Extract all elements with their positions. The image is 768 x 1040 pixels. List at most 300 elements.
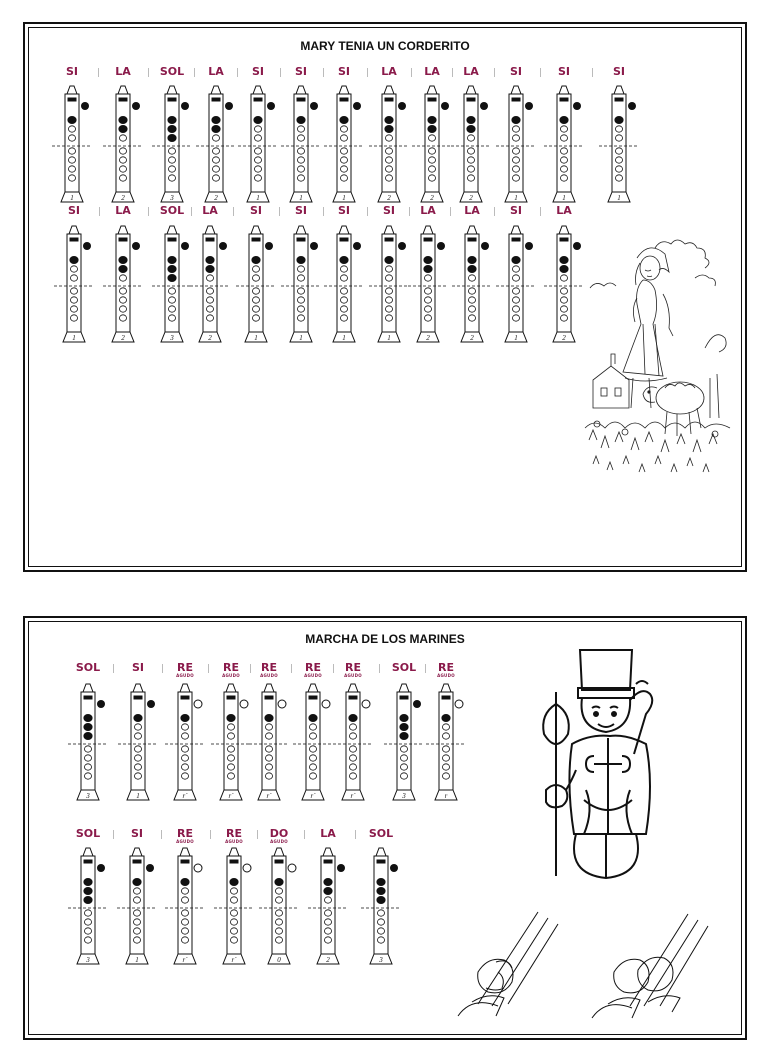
open-hole xyxy=(513,315,520,321)
closed-hole xyxy=(324,878,332,885)
open-hole xyxy=(513,297,520,303)
open-hole xyxy=(350,773,357,779)
finger-number: 2 xyxy=(387,194,391,202)
note-separator xyxy=(291,664,292,673)
closed-hole xyxy=(181,878,189,885)
finger-number: 2 xyxy=(426,334,430,342)
finger-number: 1 xyxy=(617,194,621,202)
note-sublabel: AGUDO xyxy=(304,673,322,678)
open-hole xyxy=(341,266,348,272)
open-hole xyxy=(266,764,273,770)
recorder-fingering-diagram xyxy=(52,84,92,208)
open-hole xyxy=(616,166,623,172)
open-hole xyxy=(207,306,214,312)
open-hole xyxy=(135,755,142,761)
closed-hole xyxy=(212,125,220,132)
open-hole xyxy=(513,148,520,154)
note-separator xyxy=(409,207,410,216)
closed-hole xyxy=(168,265,176,272)
open-hole xyxy=(513,157,520,163)
open-hole xyxy=(616,135,623,141)
thumb-hole xyxy=(398,242,406,250)
open-hole xyxy=(616,148,623,154)
open-hole xyxy=(276,937,283,943)
finger-number: 1 xyxy=(299,334,303,342)
open-hole xyxy=(135,746,142,752)
note-label: SOL xyxy=(159,204,185,217)
thumb-hole xyxy=(81,102,89,110)
thumb-hole xyxy=(441,102,449,110)
closed-hole xyxy=(442,714,450,721)
open-hole xyxy=(71,297,78,303)
song-title: MARY TENIA UN CORDERITO xyxy=(300,39,470,53)
open-hole xyxy=(310,773,317,779)
note-label: LA xyxy=(202,204,218,217)
note-label: LA xyxy=(420,204,436,217)
closed-hole xyxy=(424,256,432,263)
thumb-hole xyxy=(390,864,398,872)
finger-number: 1 xyxy=(342,334,346,342)
open-hole xyxy=(135,773,142,779)
finger-number: 1 xyxy=(514,334,518,342)
open-hole xyxy=(253,275,260,281)
song-title: MARCHA DE LOS MARINES xyxy=(305,632,465,646)
closed-hole xyxy=(275,878,283,885)
open-hole xyxy=(341,297,348,303)
open-hole xyxy=(468,175,475,181)
note-label: LA xyxy=(463,65,479,78)
note-separator xyxy=(161,830,162,839)
open-hole xyxy=(207,315,214,321)
open-hole xyxy=(513,275,520,281)
open-hole xyxy=(120,157,127,163)
open-hole xyxy=(561,148,568,154)
recorder-fingering-diagram xyxy=(308,846,348,970)
note-label: RE AGUDO xyxy=(163,662,207,678)
note-label: RE AGUDO xyxy=(247,662,291,678)
recorder-fingering-diagram xyxy=(361,846,401,970)
open-hole xyxy=(443,724,450,730)
open-hole xyxy=(386,275,393,281)
open-hole xyxy=(182,755,189,761)
note-separator xyxy=(367,68,368,77)
open-hole xyxy=(69,135,76,141)
note-separator xyxy=(592,68,593,77)
note-label: LA xyxy=(320,827,336,840)
open-hole xyxy=(425,315,432,321)
open-hole xyxy=(71,288,78,294)
thumb-hole xyxy=(83,242,91,250)
open-hole xyxy=(182,897,189,903)
open-hole xyxy=(468,135,475,141)
note-label: LA xyxy=(556,204,572,217)
finger-number: 2 xyxy=(469,194,473,202)
finger-number: 1 xyxy=(299,194,303,202)
closed-hole xyxy=(212,116,220,123)
open-hole xyxy=(469,275,476,281)
open-hole xyxy=(85,937,92,943)
closed-hole xyxy=(168,116,176,123)
open-hole xyxy=(255,148,262,154)
recorder-fingering-diagram xyxy=(599,84,639,208)
open-hole xyxy=(134,928,141,934)
recorder-fingering-diagram xyxy=(544,224,584,348)
open-hole xyxy=(69,126,76,132)
closed-hole xyxy=(512,256,520,263)
open-hole xyxy=(120,148,127,154)
note-label: SI xyxy=(65,65,78,78)
open-hole xyxy=(378,910,385,916)
open-hole xyxy=(213,166,220,172)
open-hole xyxy=(325,928,332,934)
open-hole xyxy=(429,157,436,163)
open-hole xyxy=(350,724,357,730)
open-hole xyxy=(182,888,189,894)
open-hole xyxy=(253,288,260,294)
open-hole xyxy=(513,306,520,312)
thumb-hole xyxy=(181,102,189,110)
note-separator xyxy=(208,664,209,673)
recorder-fingering-diagram xyxy=(412,84,452,208)
open-hole xyxy=(134,919,141,925)
recorder-fingering-diagram xyxy=(190,224,230,348)
note-separator xyxy=(250,664,251,673)
thumb-hole xyxy=(480,102,488,110)
open-hole xyxy=(298,297,305,303)
open-hole xyxy=(378,919,385,925)
note-sublabel: AGUDO xyxy=(225,839,243,844)
thumb-hole xyxy=(353,102,361,110)
recorder-fingering-diagram xyxy=(103,224,143,348)
closed-hole xyxy=(119,256,127,263)
open-hole xyxy=(85,764,92,770)
open-hole xyxy=(298,315,305,321)
finger-number: r´ xyxy=(182,956,188,964)
closed-hole xyxy=(428,125,436,132)
note-separator xyxy=(333,664,334,673)
note-label: SI xyxy=(249,204,262,217)
open-hole xyxy=(298,288,305,294)
open-hole xyxy=(513,266,520,272)
thumb-hole xyxy=(413,700,421,708)
open-hole xyxy=(561,166,568,172)
finger-number: 2 xyxy=(208,334,212,342)
closed-hole xyxy=(467,116,475,123)
open-hole xyxy=(341,175,348,181)
finger-number: 2 xyxy=(214,194,218,202)
closed-hole xyxy=(309,714,317,721)
thumb-hole xyxy=(288,864,296,872)
open-hole xyxy=(228,746,235,752)
open-hole xyxy=(134,888,141,894)
thumb-hole xyxy=(525,242,533,250)
closed-hole xyxy=(468,256,476,263)
note-separator xyxy=(304,830,305,839)
note-separator xyxy=(113,830,114,839)
closed-hole xyxy=(84,723,92,730)
open-hole xyxy=(401,755,408,761)
open-hole xyxy=(616,126,623,132)
note-label: SI xyxy=(382,204,395,217)
note-separator xyxy=(323,207,324,216)
open-hole xyxy=(120,297,127,303)
open-hole xyxy=(253,266,260,272)
closed-hole xyxy=(377,887,385,894)
open-hole xyxy=(386,315,393,321)
recorder-fingering-diagram xyxy=(369,224,409,348)
open-hole xyxy=(169,157,176,163)
finger-number: 3 xyxy=(379,956,383,964)
thumb-hole xyxy=(398,102,406,110)
open-hole xyxy=(169,175,176,181)
open-hole xyxy=(85,928,92,934)
thumb-hole xyxy=(219,242,227,250)
thumb-hole xyxy=(310,102,318,110)
finger-number: 2 xyxy=(430,194,434,202)
recorder-fingering-diagram xyxy=(324,84,364,208)
finger-number: 1 xyxy=(514,194,518,202)
closed-hole xyxy=(119,265,127,272)
open-hole xyxy=(513,166,520,172)
thumb-hole xyxy=(481,242,489,250)
recorder-fingering-diagram xyxy=(103,84,143,208)
closed-hole xyxy=(68,116,76,123)
closed-hole xyxy=(424,265,432,272)
open-hole xyxy=(182,937,189,943)
thumb-hole xyxy=(310,242,318,250)
note-sublabel: AGUDO xyxy=(222,673,240,678)
open-hole xyxy=(228,755,235,761)
thumb-hole xyxy=(243,864,251,872)
recorder-fingering-diagram xyxy=(333,682,373,806)
closed-hole xyxy=(119,116,127,123)
note-sublabel: AGUDO xyxy=(260,673,278,678)
closed-hole xyxy=(84,887,92,894)
note-separator xyxy=(452,68,453,77)
open-hole xyxy=(213,135,220,141)
open-hole xyxy=(169,297,176,303)
thumb-hole xyxy=(147,700,155,708)
recorder-fingering-diagram xyxy=(408,224,448,348)
open-hole xyxy=(228,773,235,779)
note-label: SOL xyxy=(75,827,101,840)
thumb-hole xyxy=(97,700,105,708)
open-hole xyxy=(120,306,127,312)
note-sublabel: AGUDO xyxy=(176,839,194,844)
open-hole xyxy=(169,166,176,172)
open-hole xyxy=(325,897,332,903)
finger-number: r´ xyxy=(182,792,188,800)
closed-hole xyxy=(615,116,623,123)
open-hole xyxy=(341,315,348,321)
open-hole xyxy=(85,919,92,925)
finger-number: 0 xyxy=(277,956,281,964)
open-hole xyxy=(386,288,393,294)
open-hole xyxy=(469,306,476,312)
open-hole xyxy=(85,910,92,916)
open-hole xyxy=(276,888,283,894)
note-label: SOL xyxy=(391,661,417,674)
open-hole xyxy=(341,166,348,172)
thumb-hole xyxy=(132,242,140,250)
recorder-fingering-diagram xyxy=(496,84,536,208)
open-hole xyxy=(310,733,317,739)
open-hole xyxy=(182,919,189,925)
finger-number: 3 xyxy=(86,792,90,800)
open-hole xyxy=(561,315,568,321)
open-hole xyxy=(468,157,475,163)
note-label: SI xyxy=(337,204,350,217)
open-hole xyxy=(69,157,76,163)
open-hole xyxy=(425,275,432,281)
open-hole xyxy=(561,288,568,294)
open-hole xyxy=(310,746,317,752)
soldier-saluting-illustration xyxy=(528,640,668,880)
open-hole xyxy=(350,764,357,770)
open-hole xyxy=(561,297,568,303)
note-label: LA xyxy=(115,204,131,217)
finger-number: 1 xyxy=(387,334,391,342)
thumb-hole xyxy=(97,864,105,872)
recorder-fingering-diagram xyxy=(281,224,321,348)
closed-hole xyxy=(206,265,214,272)
open-hole xyxy=(443,773,450,779)
finger-number: 1 xyxy=(135,956,139,964)
recorder-fingering-diagram xyxy=(152,84,192,208)
note-separator xyxy=(450,207,451,216)
note-separator xyxy=(113,664,114,673)
closed-hole xyxy=(252,256,260,263)
finger-number: 1 xyxy=(342,194,346,202)
finger-number: 3 xyxy=(86,956,90,964)
closed-hole xyxy=(512,116,520,123)
open-hole xyxy=(378,937,385,943)
recorder-fingering-diagram xyxy=(165,682,205,806)
recorder-fingering-diagram xyxy=(281,84,321,208)
recorder-fingering-diagram xyxy=(293,682,333,806)
note-label: SOL xyxy=(368,827,394,840)
open-hole xyxy=(429,175,436,181)
open-hole xyxy=(71,306,78,312)
note-separator xyxy=(323,68,324,77)
open-hole xyxy=(231,888,238,894)
thumb-hole xyxy=(628,102,636,110)
recorder-fingering-diagram xyxy=(214,846,254,970)
open-hole xyxy=(255,166,262,172)
open-hole xyxy=(429,148,436,154)
note-separator xyxy=(411,68,412,77)
closed-hole xyxy=(560,256,568,263)
open-hole xyxy=(298,135,305,141)
open-hole xyxy=(213,175,220,181)
open-hole xyxy=(228,733,235,739)
thumb-hole xyxy=(362,700,370,708)
closed-hole xyxy=(560,265,568,272)
closed-hole xyxy=(206,256,214,263)
closed-hole xyxy=(168,274,176,281)
note-label: LA xyxy=(208,65,224,78)
open-hole xyxy=(255,126,262,132)
note-separator xyxy=(280,68,281,77)
open-hole xyxy=(182,928,189,934)
finger-number: r´ xyxy=(228,792,234,800)
closed-hole xyxy=(254,116,262,123)
open-hole xyxy=(69,148,76,154)
open-hole xyxy=(69,166,76,172)
closed-hole xyxy=(134,714,142,721)
open-hole xyxy=(182,773,189,779)
open-hole xyxy=(561,157,568,163)
open-hole xyxy=(135,764,142,770)
open-hole xyxy=(134,897,141,903)
note-sublabel: AGUDO xyxy=(344,673,362,678)
thumb-hole xyxy=(240,700,248,708)
note-separator xyxy=(494,68,495,77)
open-hole xyxy=(513,175,520,181)
open-hole xyxy=(386,306,393,312)
thumb-hole xyxy=(322,700,330,708)
note-sublabel: AGUDO xyxy=(176,673,194,678)
open-hole xyxy=(266,733,273,739)
open-hole xyxy=(443,764,450,770)
thumb-hole xyxy=(525,102,533,110)
open-hole xyxy=(231,928,238,934)
closed-hole xyxy=(133,878,141,885)
finger-number: 2 xyxy=(121,334,125,342)
finger-number: 1 xyxy=(562,194,566,202)
open-hole xyxy=(120,275,127,281)
note-separator xyxy=(233,207,234,216)
thumb-hole xyxy=(146,864,154,872)
note-label: SI xyxy=(337,65,350,78)
thumb-hole xyxy=(194,864,202,872)
open-hole xyxy=(266,755,273,761)
open-hole xyxy=(350,733,357,739)
open-hole xyxy=(561,275,568,281)
open-hole xyxy=(561,175,568,181)
open-hole xyxy=(298,306,305,312)
open-hole xyxy=(616,157,623,163)
open-hole xyxy=(341,288,348,294)
open-hole xyxy=(85,755,92,761)
finger-number: 1 xyxy=(70,194,74,202)
note-separator xyxy=(540,68,541,77)
note-label: SOL xyxy=(75,661,101,674)
finger-number: r´ xyxy=(350,792,356,800)
thumb-hole xyxy=(353,242,361,250)
open-hole xyxy=(182,724,189,730)
note-label: SI xyxy=(509,65,522,78)
open-hole xyxy=(341,306,348,312)
open-hole xyxy=(228,724,235,730)
closed-hole xyxy=(467,125,475,132)
open-hole xyxy=(443,746,450,752)
note-label: SI xyxy=(509,204,522,217)
girl-with-lamb-illustration xyxy=(585,228,730,478)
note-label: LA xyxy=(381,65,397,78)
open-hole xyxy=(298,275,305,281)
open-hole xyxy=(401,746,408,752)
open-hole xyxy=(207,288,214,294)
open-hole xyxy=(561,135,568,141)
open-hole xyxy=(513,288,520,294)
note-label: RE AGUDO xyxy=(424,662,468,678)
closed-hole xyxy=(84,714,92,721)
note-separator xyxy=(279,207,280,216)
thumb-hole xyxy=(573,242,581,250)
open-hole xyxy=(182,764,189,770)
open-hole xyxy=(310,755,317,761)
